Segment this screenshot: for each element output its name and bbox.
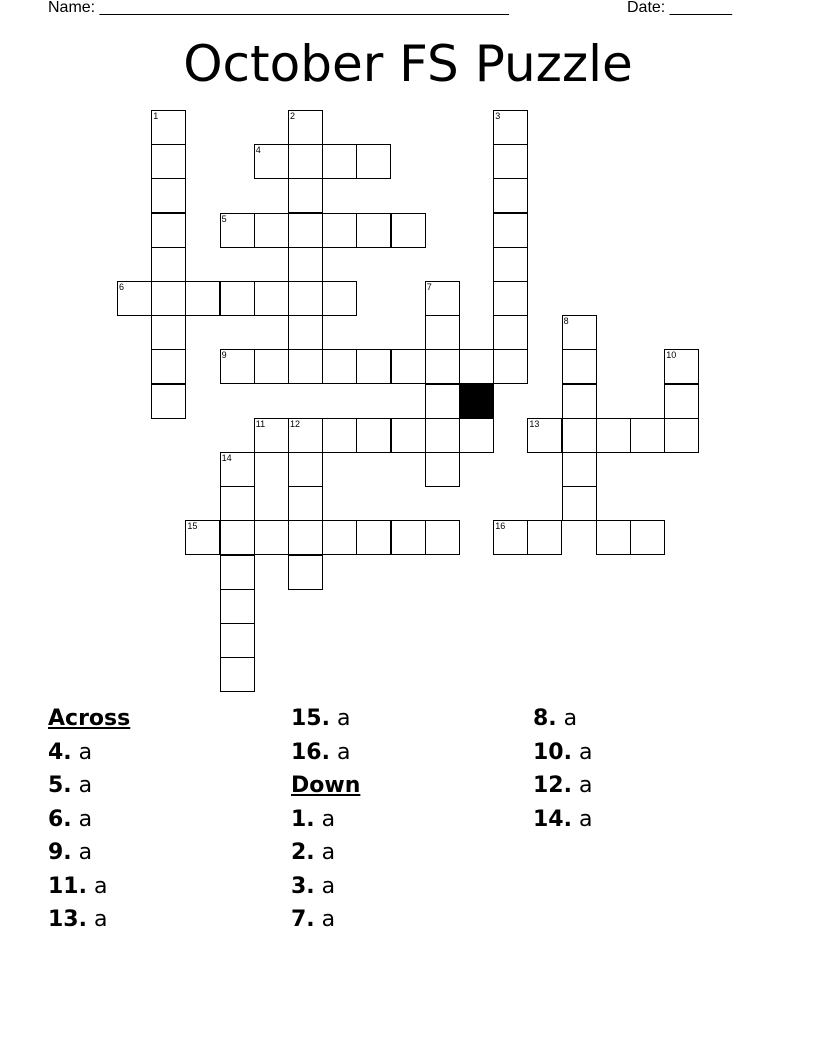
grid-cell[interactable] — [562, 315, 597, 350]
grid-cell[interactable] — [288, 144, 323, 179]
grid-cell[interactable] — [254, 281, 289, 316]
grid-cell[interactable] — [527, 520, 562, 555]
clue-item — [533, 736, 763, 770]
clue-number: 2. — [291, 840, 315, 865]
grid-cell[interactable] — [322, 349, 357, 384]
clue-item — [48, 803, 278, 837]
grid-cell[interactable] — [151, 384, 186, 419]
grid-cell[interactable] — [664, 349, 699, 384]
grid-cell[interactable] — [288, 247, 323, 282]
grid-cell[interactable] — [151, 213, 186, 248]
clue-number: 12. — [533, 773, 572, 798]
grid-cell[interactable] — [493, 520, 528, 555]
clue-section-heading — [291, 769, 521, 803]
clue-text: a — [78, 739, 93, 765]
clue-text: a — [578, 806, 593, 832]
clue-number: 1. — [291, 806, 315, 832]
section-heading-text: Down — [291, 773, 361, 798]
clue-text: a — [78, 773, 93, 798]
grid-cell[interactable] — [562, 418, 597, 453]
grid-cell[interactable] — [425, 452, 460, 487]
grid-cell[interactable] — [288, 486, 323, 521]
section-heading-text: Across — [48, 706, 131, 731]
grid-cell[interactable] — [493, 144, 528, 179]
grid-cell[interactable] — [562, 486, 597, 521]
grid-cell-shaded — [459, 384, 494, 419]
grid-cell[interactable] — [288, 555, 323, 590]
grid-cell[interactable] — [254, 213, 289, 248]
grid-cell[interactable] — [151, 315, 186, 350]
grid-cell[interactable] — [391, 520, 426, 555]
grid-cell[interactable] — [288, 315, 323, 350]
clue-column-3 — [533, 702, 763, 836]
grid-cell[interactable] — [459, 418, 494, 453]
clue-text: a — [321, 806, 336, 832]
clue-item — [533, 803, 763, 837]
clue-number: 10. — [533, 739, 572, 765]
clue-number-label: 1 — [153, 111, 159, 121]
grid-cell[interactable] — [356, 144, 391, 179]
clue-number-label: 10 — [666, 350, 677, 361]
grid-cell[interactable] — [493, 281, 528, 316]
clue-number: 16. — [291, 739, 330, 765]
clue-number: 15. — [291, 706, 330, 731]
grid-cell[interactable] — [151, 349, 186, 384]
clue-text: a — [93, 873, 108, 899]
clue-item — [291, 836, 521, 870]
grid-cell[interactable] — [664, 418, 699, 453]
clue-item — [48, 903, 278, 937]
grid-cell[interactable] — [288, 452, 323, 487]
clue-number: 3. — [291, 873, 315, 899]
grid-cell[interactable] — [630, 418, 665, 453]
grid-cell[interactable] — [493, 349, 528, 384]
grid-cell[interactable] — [151, 178, 186, 213]
clue-item — [48, 870, 278, 904]
grid-cell[interactable] — [322, 418, 357, 453]
clue-text: a — [563, 706, 578, 731]
clue-number-label: 13 — [529, 418, 540, 429]
clue-item — [48, 769, 278, 803]
clue-number-label: 8 — [563, 316, 569, 327]
grid-cell[interactable] — [151, 281, 186, 316]
grid-cell[interactable] — [220, 452, 255, 487]
clue-number: 6. — [48, 806, 72, 832]
clue-number: 9. — [48, 840, 72, 865]
clue-item — [48, 836, 278, 870]
grid-cell[interactable] — [391, 349, 426, 384]
grid-cell[interactable] — [220, 555, 255, 590]
grid-cell[interactable] — [151, 247, 186, 282]
clue-number: 14. — [533, 806, 572, 832]
clue-item — [291, 803, 521, 837]
clue-text: a — [321, 873, 336, 899]
clue-text: a — [578, 739, 593, 765]
grid-cell[interactable] — [288, 110, 323, 145]
grid-cell[interactable] — [220, 281, 255, 316]
grid-cell[interactable] — [220, 486, 255, 521]
grid-cell[interactable] — [425, 520, 460, 555]
grid-cell[interactable] — [562, 452, 597, 487]
clue-number-label: 9 — [221, 350, 227, 361]
clue-text: a — [321, 840, 336, 865]
clue-number: 7. — [291, 907, 315, 932]
clue-number-label: 5 — [221, 213, 227, 224]
grid-cell[interactable] — [254, 520, 289, 555]
clue-text: a — [93, 907, 108, 932]
grid-cell[interactable] — [220, 589, 255, 624]
grid-cell[interactable] — [425, 281, 460, 316]
clue-column-1 — [48, 702, 278, 937]
clue-number-label: 12 — [290, 418, 301, 429]
clue-number-label: 7 — [426, 282, 432, 292]
clue-number: 11. — [48, 873, 87, 899]
grid-cell[interactable] — [322, 213, 357, 248]
grid-cell[interactable] — [425, 315, 460, 350]
grid-cell[interactable] — [596, 520, 631, 555]
grid-cell[interactable] — [254, 349, 289, 384]
grid-cell[interactable] — [425, 384, 460, 419]
grid-cell[interactable] — [185, 281, 220, 316]
clue-text: a — [78, 840, 93, 865]
clue-number: 8. — [533, 706, 557, 731]
clue-number-label: 2 — [290, 111, 296, 121]
grid-cell[interactable] — [664, 384, 699, 419]
grid-cell[interactable] — [425, 349, 460, 384]
clue-number: 5. — [48, 773, 72, 798]
clue-column-2 — [291, 702, 521, 937]
clue-item — [291, 870, 521, 904]
clue-text: a — [321, 907, 336, 932]
grid-cell[interactable] — [220, 520, 255, 555]
grid-cell[interactable] — [356, 213, 391, 248]
grid-cell[interactable] — [254, 418, 289, 453]
grid-cell[interactable] — [391, 213, 426, 248]
grid-cell[interactable] — [322, 144, 357, 179]
clue-item — [291, 702, 521, 736]
grid-cell[interactable] — [493, 110, 528, 145]
grid-cell[interactable] — [220, 657, 255, 692]
grid-cell[interactable] — [288, 281, 323, 316]
clue-text: a — [578, 773, 593, 798]
grid-cell[interactable] — [288, 418, 323, 453]
grid-cell[interactable] — [288, 520, 323, 555]
clue-text: a — [78, 806, 93, 832]
grid-cell[interactable] — [356, 349, 391, 384]
grid-cell[interactable] — [220, 213, 255, 248]
grid-cell[interactable] — [493, 247, 528, 282]
grid-cell[interactable] — [288, 213, 323, 248]
clue-text: a — [336, 706, 351, 731]
grid-cell[interactable] — [185, 520, 220, 555]
grid-cell[interactable] — [527, 418, 562, 453]
grid-cell[interactable] — [562, 349, 597, 384]
grid-cell[interactable] — [391, 418, 426, 453]
grid-cell[interactable] — [151, 144, 186, 179]
grid-cell[interactable] — [254, 144, 289, 179]
clue-number-label: 14 — [221, 453, 232, 463]
grid-cell[interactable] — [322, 520, 357, 555]
page-title: October FS Puzzle — [183, 35, 633, 93]
clue-item — [291, 903, 521, 937]
grid-cell[interactable] — [493, 213, 528, 248]
grid-cell[interactable] — [288, 349, 323, 384]
clue-text: a — [336, 739, 351, 765]
clue-number: 4. — [48, 739, 72, 765]
grid-cell[interactable] — [117, 281, 152, 316]
grid-cell[interactable] — [220, 623, 255, 658]
clue-number-label: 6 — [119, 282, 125, 292]
grid-cell[interactable] — [562, 384, 597, 419]
grid-cell[interactable] — [220, 349, 255, 384]
grid-cell[interactable] — [356, 520, 391, 555]
clue-number-label: 15 — [187, 521, 198, 532]
clue-section-heading — [48, 702, 278, 736]
clue-item — [533, 702, 763, 736]
clue-number: 13. — [48, 907, 87, 932]
clue-number-label: 11 — [255, 418, 266, 429]
grid-cell[interactable] — [630, 520, 665, 555]
clue-item — [533, 769, 763, 803]
clue-item — [291, 736, 521, 770]
header-date-line[interactable]: Date: _______ — [627, 0, 732, 16]
grid-cell[interactable] — [493, 315, 528, 350]
grid-cell[interactable] — [288, 178, 323, 213]
header-name-line[interactable]: Name: ______________________________________________ — [48, 0, 509, 16]
clue-number-label: 16 — [495, 521, 506, 532]
grid-cell[interactable] — [322, 281, 357, 316]
clue-number-label: 3 — [495, 111, 501, 121]
grid-cell[interactable] — [493, 178, 528, 213]
grid-cell[interactable] — [356, 418, 391, 453]
grid-cell[interactable] — [596, 418, 631, 453]
clue-item — [48, 736, 278, 770]
grid-cell[interactable] — [459, 349, 494, 384]
grid-cell[interactable] — [425, 418, 460, 453]
clue-number-label: 4 — [255, 145, 261, 156]
grid-cell[interactable] — [151, 110, 186, 145]
